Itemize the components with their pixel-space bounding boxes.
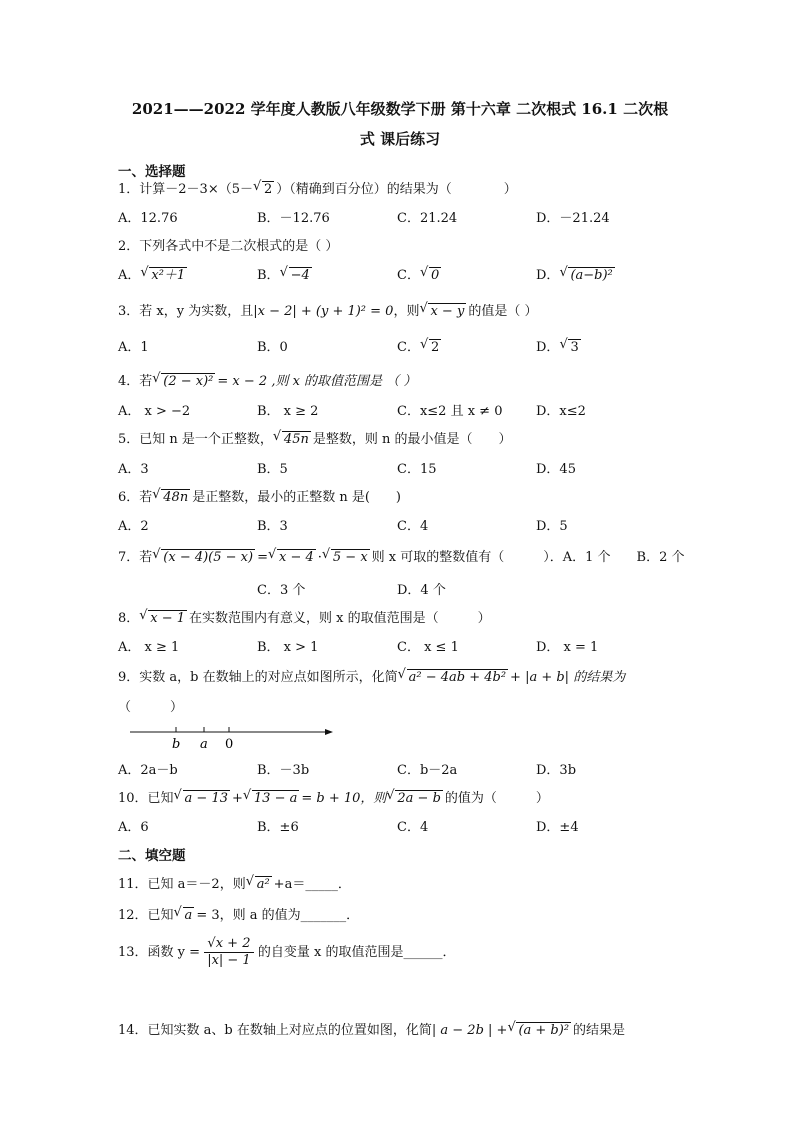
q9-option-c: C．b－2a <box>397 763 458 778</box>
label-b: b <box>172 737 181 752</box>
q5-option-b: B．5 <box>257 462 288 477</box>
q10-option-a: A．6 <box>118 820 149 835</box>
q8-option-b: B． x > 1 <box>257 640 319 655</box>
q8-option-c: C． x ≤ 1 <box>397 640 459 655</box>
question-9: 9．实数 a，b 在数轴上的对应点如图所示，化简√ a² − 4ab + 4b² + |a + b| 的结果为 <box>118 666 625 685</box>
question-9-paren: （ ） <box>118 700 184 715</box>
q5-option-d: D．45 <box>536 462 576 477</box>
q3-option-c: C．√ 2 <box>397 336 443 355</box>
q6-option-c: C．4 <box>397 519 429 534</box>
question-4: 4．若√ (2 − x)² = x − 2 ,则 x 的取值范围是 （ ） <box>118 370 416 389</box>
q4-option-a: A． x > −2 <box>118 404 191 419</box>
q7-option-d: D．4 个 <box>397 583 446 598</box>
q8-option-d: D． x = 1 <box>536 640 599 655</box>
q6-option-a: A．2 <box>118 519 149 534</box>
question-11: 11．已知 a＝－2，则√ a² +a＝_____． <box>118 873 351 892</box>
q5-option-c: C．15 <box>397 462 437 477</box>
question-7: 7．若√ (x − 4)(5 − x) =√ x − 4 ·√ 5 − x 则 x 可取的整数值有（ ）．A．1 个 B．2 个 <box>118 546 685 565</box>
document-title-line2: 式 课后练习 <box>359 130 441 148</box>
question-6: 6．若√ 48n 是正整数，最小的正整数 n 是( ) <box>118 486 401 505</box>
q8-option-a: A． x ≥ 1 <box>118 640 180 655</box>
q2-option-a: A．√ x²＋1 <box>118 264 189 283</box>
q2-option-b: B．√ −4 <box>257 264 314 283</box>
q13-fraction: $\frac{√x + 2}{|x| - 1}$ <box>204 936 254 969</box>
q2-option-d: D．√ (a−b)² <box>536 264 617 283</box>
question-13: 13．函数 y = $\frac{√x + 2}{|x| - 1}$ 的自变量 x 的取值范围是______． <box>118 936 456 968</box>
q4-option-b: B． x ≥ 2 <box>257 404 319 419</box>
q10-option-d: D．±4 <box>536 820 579 835</box>
q1-option-b: B．－12.76 <box>257 211 330 226</box>
question-5: 5．已知 n 是一个正整数，√ 45n 是整数，则 n 的最小值是（ ） <box>118 428 511 447</box>
q3-option-d: D．√ 3 <box>536 336 583 355</box>
question-1: 1．计算－2－3×（5－√ 2 ）（精确到百分位）的结果为（ ） <box>118 178 517 197</box>
q7-option-c: C．3 个 <box>257 583 306 598</box>
q2-option-c: C．√ 0 <box>397 264 443 283</box>
q3-option-a: A．1 <box>118 340 149 355</box>
q6-option-d: D．5 <box>536 519 568 534</box>
question-8: 8．√ x − 1 在实数范围内有意义，则 x 的取值范围是（ ） <box>118 607 491 626</box>
number-line-arrow <box>325 729 333 735</box>
question-14: 14．已知实数 a、b 在数轴上对应点的位置如图，化简| a − 2b | +√ (a + b)² 的结果是 <box>118 1019 625 1038</box>
q4-option-d: D．x≤2 <box>536 404 586 419</box>
question-2: 2．下列各式中不是二次根式的是（ ） <box>118 239 339 254</box>
number-line-figure <box>128 722 338 762</box>
section-fill: 二、填空题 <box>118 848 186 864</box>
q9-option-a: A．2a－b <box>118 763 178 778</box>
q9-option-d: D．3b <box>536 763 577 778</box>
section-choice: 一、选择题 <box>118 164 186 180</box>
q3-option-b: B．0 <box>257 340 288 355</box>
q4-option-c: C．x≤2 且 x ≠ 0 <box>397 404 503 419</box>
q9-option-b: B．－3b <box>257 763 310 778</box>
label-0: 0 <box>225 737 234 752</box>
q1-option-c: C．21.24 <box>397 211 458 226</box>
q5-option-a: A．3 <box>118 462 149 477</box>
q10-option-c: C．4 <box>397 820 429 835</box>
label-a: a <box>200 737 208 752</box>
q6-option-b: B．3 <box>257 519 288 534</box>
q1-option-d: D．－21.24 <box>536 211 610 226</box>
q1-option-a: A．12.76 <box>118 211 178 226</box>
document-title-line1: 2021——2022 学年度人教版八年级数学下册 第十六章 二次根式 16.1 二次根 <box>131 100 669 118</box>
question-10: 10．已知√ a − 13 +√ 13 − a = b + 10，则√ 2a − b 的值为（ ） <box>118 787 549 806</box>
q10-option-b: B．±6 <box>257 820 299 835</box>
question-12: 12．已知√ a = 3，则 a 的值为_______． <box>118 904 359 923</box>
question-3: 3．若 x，y 为实数，且|x − 2| + (y + 1)² = 0，则√ x − y 的值是（ ） <box>118 300 537 319</box>
